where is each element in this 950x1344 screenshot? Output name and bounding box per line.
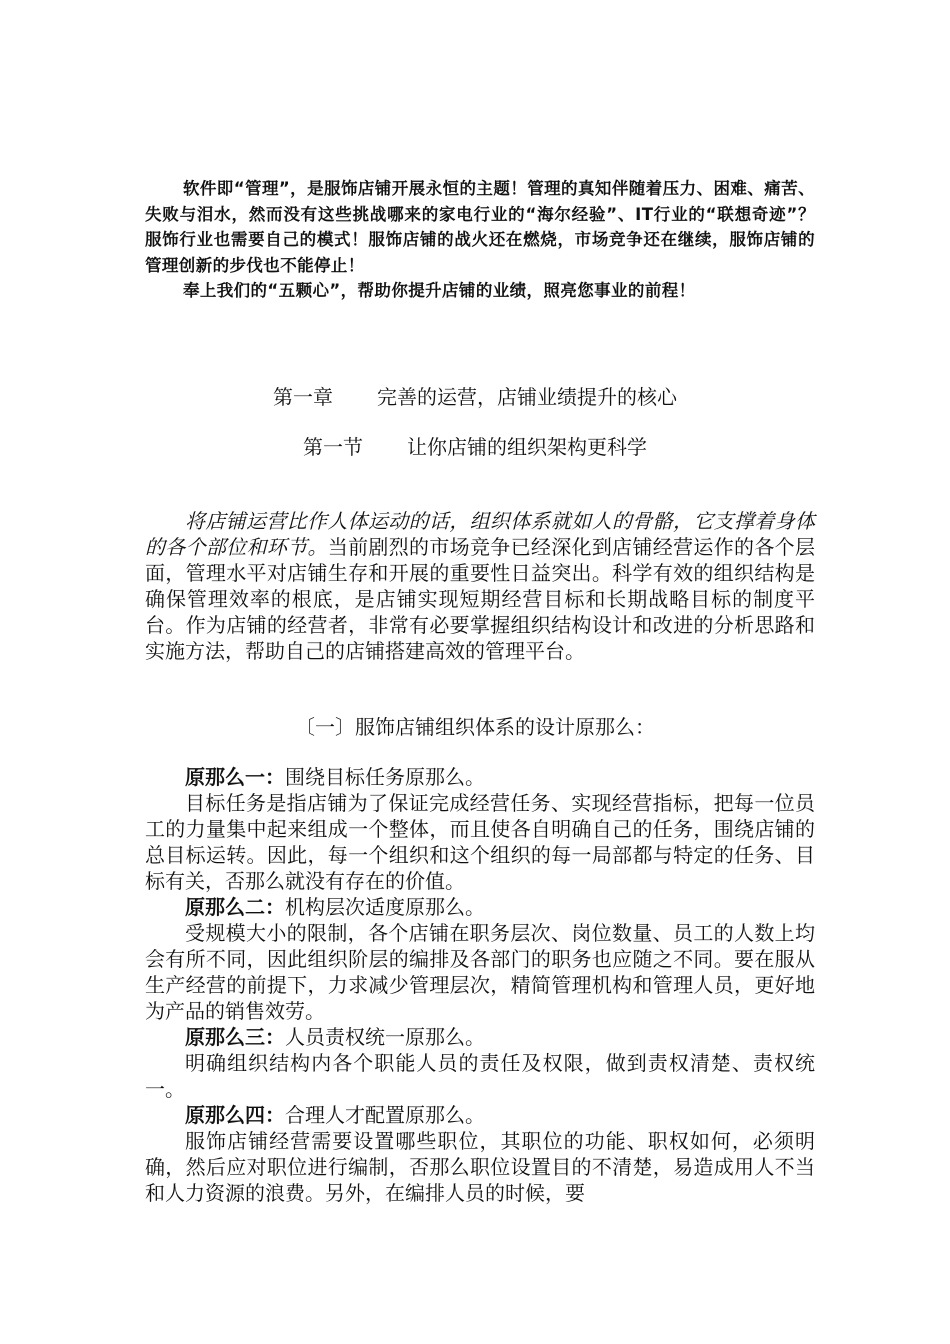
principle-4-name: 合理人才配置原那么。 (285, 1103, 485, 1127)
body-text (145, 508, 815, 664)
principle-3-label: 原那么三： (185, 1025, 285, 1049)
section-label: 第一节 (303, 435, 363, 459)
design-principles-heading: 〔一〕服饰店铺组织体系的设计原那么： (295, 715, 655, 739)
section-title: 让你店铺的组织架构更科学 (407, 435, 647, 459)
intro-block (145, 176, 815, 304)
principle-1-title (145, 764, 815, 790)
principle-4-label: 原那么四： (185, 1103, 285, 1127)
principle-2-label: 原那么二： (185, 895, 285, 919)
principle-2-text: 受规模大小的限制，各个店铺在职务层次、岗位数量、员工的人数上均会有所不同，因此组织阶层的编排及各部门的职务也应随之不同。要在服从生产经营的前提下，力求减少管理层次，精简管理机构和管理人员，更好地为产品的销售效劳。 (145, 921, 815, 1023)
principle-3-text: 明确组织结构内各个职能人员的责任及权限，做到责权清楚、责权统一。 (145, 1051, 815, 1101)
chapter-title: 完善的运营，店铺业绩提升的核心 (377, 385, 677, 409)
principle-4-title (145, 1102, 815, 1128)
principle-2-name: 机构层次适度原那么。 (285, 895, 485, 919)
principle-1-text: 目标任务是指店铺为了保证完成经营任务、实现经营指标，把每一位员工的力量集中起来组成一个整体，而且使各自明确自己的任务，围绕店铺的总目标运转。因此，每一个组织和这个组织的每一局部都与特定的任务、目标有关，否那么就没有存在的价值。 (145, 791, 815, 893)
principles-list (145, 764, 815, 1206)
principle-3-name: 人员责权统一原那么。 (285, 1025, 485, 1049)
body-paragraph (145, 508, 815, 664)
principle-2-title (145, 894, 815, 920)
intro-paragraph-2: 奉上我们的“五颗心”，帮助你提升店铺的业绩，照亮您事业的前程！ (182, 281, 696, 300)
principle-1-name: 围绕目标任务原那么。 (285, 765, 485, 789)
principle-1-label: 原那么一： (185, 765, 285, 789)
body-rest: 当前剧烈的市场竞争已经深化到店铺经营运作的各个层面，管理水平对店铺生存和开展的重要性日益突出。科学有效的组织结构是确保管理效率的根底，是店铺实现短期经营目标和长期战略目标的制度平台。作为店铺的经营者，非常有必要掌握组织结构设计和改进的分析思路和实施方法，帮助自己的店铺搭建高效的管理平台。 (145, 535, 815, 663)
intro-paragraph-1: 软件即“管理”，是服饰店铺开展永恒的主题！管理的真知伴随着压力、困难、痛苦、失败与泪水，然而没有这些挑战哪来的家电行业的“海尔经验”、IT行业的“联想奇迹”？服饰行业也需要自己的模式！服饰店铺的战火还在燃烧，市场竞争还在继续，服饰店铺的管理创新的步伐也不能停止！ (145, 179, 815, 275)
chapter-heading (0, 381, 950, 410)
principle-3-title (145, 1024, 815, 1050)
body-italic-lead: 将店铺运营比作人体运动的话，组织体系就如人的骨骼，它支撑着身体的各个部位和环节。 (145, 509, 815, 559)
chapter-label: 第一章 (273, 385, 333, 409)
section-heading (0, 431, 950, 460)
principle-4-text: 服饰店铺经营需要设置哪些职位，其职位的功能、职权如何，必须明确，然后应对职位进行编制，否那么职位设置目的不清楚，易造成用人不当和人力资源的浪费。另外，在编排人员的时候，要 (145, 1129, 815, 1205)
